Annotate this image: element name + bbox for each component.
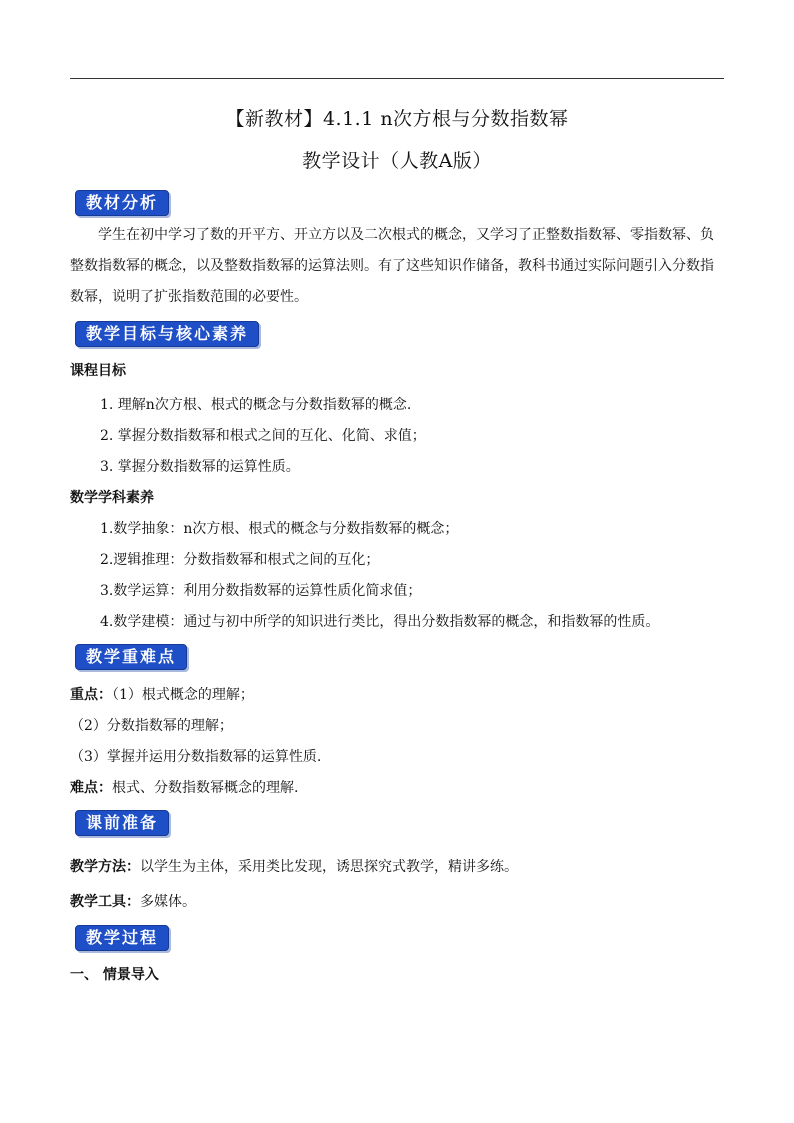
literacy-item-4: 4.数学建模：通过与初中所学的知识进行类比，得出分数指数幂的概念，和指数幂的性质。 bbox=[100, 614, 660, 630]
key-item-3: （3）掌握并运用分数指数幂的运算性质. bbox=[70, 749, 322, 765]
document-title: 【新教材】4.1.1 n次方根与分数指数幂 bbox=[225, 108, 569, 130]
tools-label: 教学工具： bbox=[70, 894, 140, 910]
literacy-item-2: 2.逻辑推理：分数指数幂和根式之间的互化； bbox=[100, 552, 380, 568]
document-subtitle: 教学设计（人教A版） bbox=[302, 150, 492, 172]
difficulty-text: 根式、分数指数幂概念的理解. bbox=[112, 780, 299, 796]
course-goal-item-3: 3. 掌握分数指数幂的运算性质。 bbox=[100, 459, 300, 475]
literacy-item-1: 1.数学抽象：n次方根、根式的概念与分数指数幂的概念； bbox=[100, 521, 459, 537]
analysis-paragraph: 学生在初中学习了数的开平方、开立方以及二次根式的概念，又学习了正整数指数幂、零指数幂、负整数指数幂的概念，以及整数指数幂的运算法则。有了这些知识作储备，教科书通过实际问题引入分数指数幂，说明了扩张指数范围的必要性。 bbox=[70, 227, 714, 305]
difficulty-label: 难点： bbox=[70, 780, 112, 796]
section-heading-process: 教学过程 bbox=[75, 925, 169, 951]
key-item-2: （2）分数指数幂的理解； bbox=[70, 718, 233, 734]
difficulty-line bbox=[70, 777, 298, 797]
section-heading-objectives: 教学目标与核心素养 bbox=[75, 321, 259, 347]
course-goal-item-2: 2. 掌握分数指数幂和根式之间的互化、化简、求值； bbox=[100, 428, 426, 444]
key-label: 重点： bbox=[70, 687, 112, 703]
process-subheading-1: 一、 情景导入 bbox=[70, 967, 159, 983]
course-goal-item-1: 1. 理解n次方根、根式的概念与分数指数幂的概念. bbox=[100, 397, 412, 413]
tools-line bbox=[70, 891, 196, 911]
course-goals-label: 课程目标 bbox=[70, 363, 126, 379]
header-rule bbox=[70, 78, 724, 79]
literacy-label: 数学学科素养 bbox=[70, 490, 154, 506]
section-heading-key-points: 教学重难点 bbox=[75, 644, 187, 670]
tools-text: 多媒体。 bbox=[140, 894, 196, 910]
key-point-line-1 bbox=[70, 684, 254, 704]
section-heading-analysis: 教材分析 bbox=[75, 190, 169, 216]
section-heading-preparation: 课前准备 bbox=[75, 810, 169, 836]
method-line bbox=[70, 856, 518, 876]
literacy-item-3: 3.数学运算：利用分数指数幂的运算性质化简求值； bbox=[100, 583, 422, 599]
method-label: 教学方法： bbox=[70, 859, 140, 875]
method-text: 以学生为主体，采用类比发现，诱思探究式教学，精讲多练。 bbox=[140, 859, 518, 875]
key-item-1: （1）根式概念的理解； bbox=[112, 687, 254, 703]
